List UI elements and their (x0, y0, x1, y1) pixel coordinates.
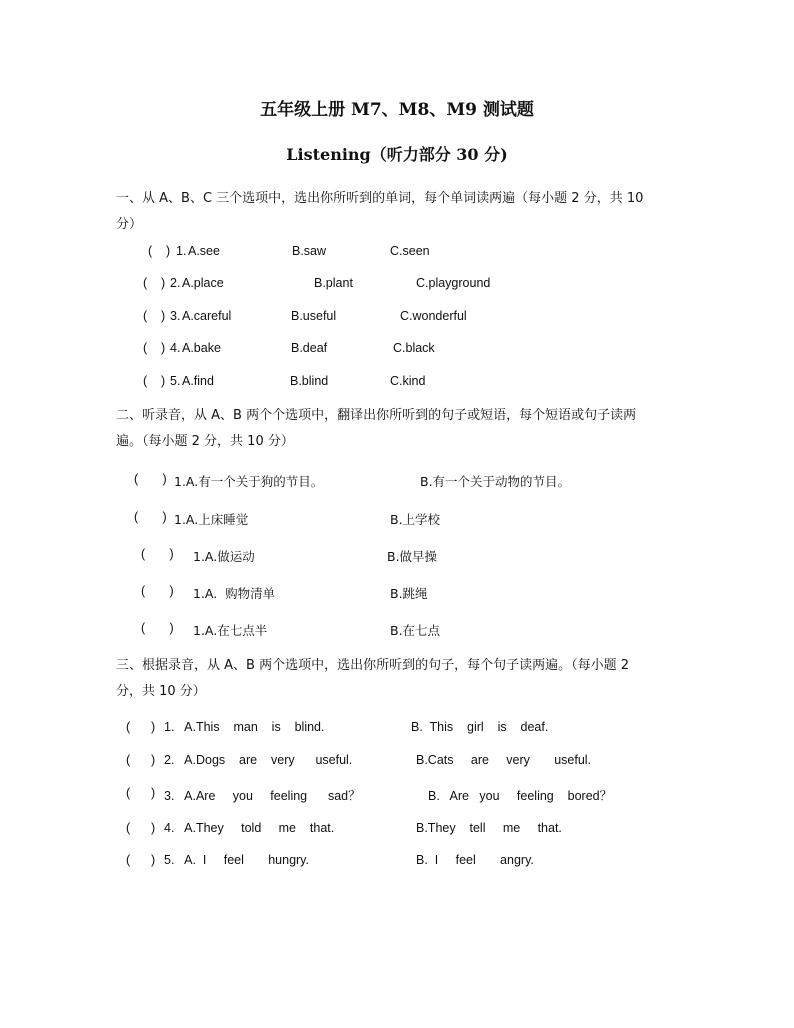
section3-heading-line1: 三、根据录音，从 A、B 两个选项中，选出你所听到的句子，每个句子读两遍。（每小题 2 (116, 658, 629, 673)
section1-heading (116, 186, 686, 238)
answer-blank[interactable]: ( ) (134, 472, 167, 486)
item-number: 1. (176, 244, 187, 258)
answer-blank[interactable]: ( ) (134, 510, 167, 524)
option-b: B.跳绳 (390, 586, 428, 601)
option-c: C.wonderful (400, 309, 467, 323)
option-c: C.kind (390, 374, 426, 388)
option-a: 1.A.做运动 (193, 549, 255, 564)
answer-blank[interactable]: ( ) (143, 309, 166, 323)
option-a: 1. A.This man is blind. (164, 720, 325, 734)
item-number: 3. (170, 309, 181, 323)
option-a: A.careful (182, 309, 232, 323)
answer-blank[interactable]: ( ) (141, 584, 174, 598)
answer-blank[interactable]: ( ) (141, 547, 174, 561)
answer-blank[interactable]: ( ) (143, 341, 166, 355)
option-a: 3. A.Are you feeling sad？ (164, 789, 361, 803)
option-a: 5. A. I feel hungry. (164, 853, 309, 867)
option-a: A.see (188, 244, 220, 258)
option-b: B.deaf (291, 341, 328, 355)
option-a: A.bake (182, 341, 221, 355)
option-a: 4. A.They told me that. (164, 821, 335, 835)
option-a: 1.A.在七点半 (193, 623, 268, 638)
option-b: B. Are you feeling bored？ (428, 789, 613, 803)
page-title: 五年级上册 M7、M8、M9 测试题 (260, 100, 534, 120)
option-b: B. I feel angry. (416, 853, 534, 867)
answer-blank[interactable]: ( ) (143, 374, 166, 388)
option-a: 2. A.Dogs are very useful. (164, 753, 353, 767)
answer-blank[interactable]: ( ) (126, 753, 156, 767)
option-a: A.find (182, 374, 214, 388)
option-b: B.They tell me that. (416, 821, 562, 835)
answer-blank[interactable]: ( ) (143, 276, 166, 290)
option-b: B.上学校 (390, 512, 441, 527)
option-c: C.playground (416, 276, 491, 290)
section2-heading-line2: 遍。（每小题 2 分，共 10 分） (116, 434, 294, 449)
option-b: B.useful (291, 309, 337, 323)
answer-blank[interactable]: ( ) (126, 786, 156, 800)
answer-blank[interactable]: ( ) (148, 244, 171, 258)
option-b: B.plant (314, 276, 353, 290)
answer-blank[interactable]: ( ) (126, 821, 156, 835)
option-b: B.blind (290, 374, 329, 388)
option-c: C.seen (390, 244, 430, 258)
section3-heading-line2: 分，共 10 分） (116, 684, 206, 699)
option-b: B. This girl is deaf. (411, 720, 549, 734)
option-b: B.Cats are very useful. (416, 753, 592, 767)
option-b: B.做早操 (387, 549, 438, 564)
option-a: A.place (182, 276, 224, 290)
item-number: 4. (170, 341, 181, 355)
section2-heading-line1: 二、听录音，从 A、B 两个个选项中，翻译出你所听到的句子或短语，每个短语或句子读两 (116, 408, 637, 423)
section2-heading (116, 403, 686, 455)
option-a: 1.A.有一个关于狗的节目。 (174, 474, 324, 489)
answer-blank[interactable]: ( ) (141, 621, 174, 635)
section1-heading-line1: 一、从 A、B、C 三个选项中，选出你所听到的单词，每个单词读两遍（每小题 2 分，共 10 (116, 191, 644, 206)
section1-heading-line2: 分） (116, 217, 143, 232)
answer-blank[interactable]: ( ) (126, 720, 156, 734)
option-b: B.有一个关于动物的节目。 (420, 474, 571, 489)
item-number: 5. (170, 374, 181, 388)
option-a: 1.A.上床睡觉 (174, 512, 249, 527)
page-subtitle: Listening（听力部分 30 分) (286, 145, 508, 164)
option-a: 1.A. 购物清单 (193, 586, 276, 601)
option-b: B.在七点 (390, 623, 441, 638)
item-number: 2. (170, 276, 181, 290)
answer-blank[interactable]: ( ) (126, 853, 156, 867)
option-b: B.saw (292, 244, 327, 258)
section3-heading (116, 653, 686, 705)
option-c: C.black (393, 341, 435, 355)
